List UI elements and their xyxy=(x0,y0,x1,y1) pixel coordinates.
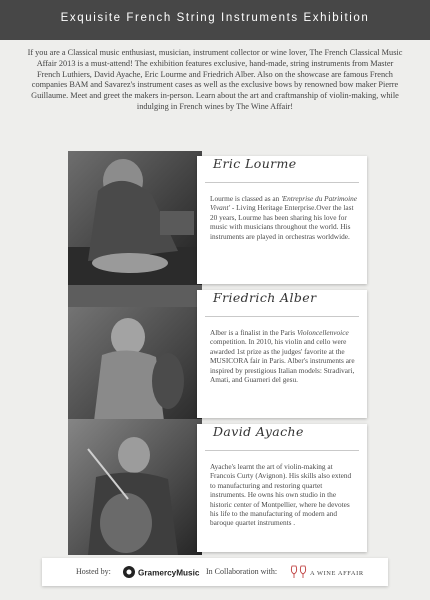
profile-friedrich-alber xyxy=(0,285,430,425)
wine-affair-logo-text: A WINE AFFAIR xyxy=(310,570,364,577)
sponsor-footer xyxy=(42,558,388,586)
gramercy-music-logo xyxy=(122,564,206,585)
page-title: Exquisite French String Instruments Exhibition xyxy=(60,12,370,24)
luthier-name: Friedrich Alber xyxy=(213,290,317,305)
portrait-photo xyxy=(68,285,202,421)
wine-affair-logo xyxy=(288,564,366,585)
header-bar xyxy=(0,0,430,40)
hosted-by-label: Hosted by: xyxy=(76,567,111,576)
luthier-name: Eric Lourme xyxy=(213,156,297,171)
intro-paragraph: If you are a Classical music enthusiast, musician, instrument collector or wine lover, The French Classical Music Affair 2013 is a must-attend! The exhibition features exclusive, hand-made, string instruments from Master French Luthiers, David Ayache, Eric Lourme and Friedrich Alber. Also on the showcase are famous French companies BAM and Savarez's instrument cases as well as the exclusive bows by renowned bow maker Pierre Guillaume. Meet and greet the makers in-person. Learn about the art and craftmanship of violin-making, while indulging in French wines by The Wine Affair! xyxy=(27,48,403,111)
luthier-bio: Lourme is classed as an 'Entreprise du Patrimoine Vivant' - Living Heritage Enterprise.Over the last 20 years, Lourme has been sharing his love for music with musicians throughout the world. His instruments are played in orchestras worldwide. xyxy=(210,194,357,241)
profile-card xyxy=(197,424,367,552)
luthier-name: David Ayache xyxy=(213,424,304,439)
profile-card xyxy=(197,156,367,284)
collaboration-label: In Collaboration with: xyxy=(206,567,278,576)
profile-eric-lourme xyxy=(0,151,430,291)
portrait-photo xyxy=(68,419,202,555)
luthier-bio: Alber is a finalist in the Paris Violoncellenvoice competition. In 2010, his violin and cello were awarded 1st prize as the judges' favorite at the MUSICORA fair in Paris. Alber's instruments are inspired by prestigious Italian models: Stradivari, Amati, and Guarneri del gesu. xyxy=(210,328,355,385)
gramercy-logo-text: GramercyMusic xyxy=(138,568,200,578)
profile-card xyxy=(197,290,367,418)
divider xyxy=(205,450,359,451)
luthier-bio: Ayache's learnt the art of violin-making at Francois Curty (Avignon). His skills also extend to manufacturing and restoring quartet instruments. He owns his own studio in the historic center of Montpellier, where he devotes his life to the manufacturing of modern and baroque quartet instruments . xyxy=(210,462,352,528)
divider xyxy=(205,182,359,183)
portrait-photo xyxy=(68,151,202,287)
profile-david-ayache xyxy=(0,419,430,559)
divider xyxy=(205,316,359,317)
